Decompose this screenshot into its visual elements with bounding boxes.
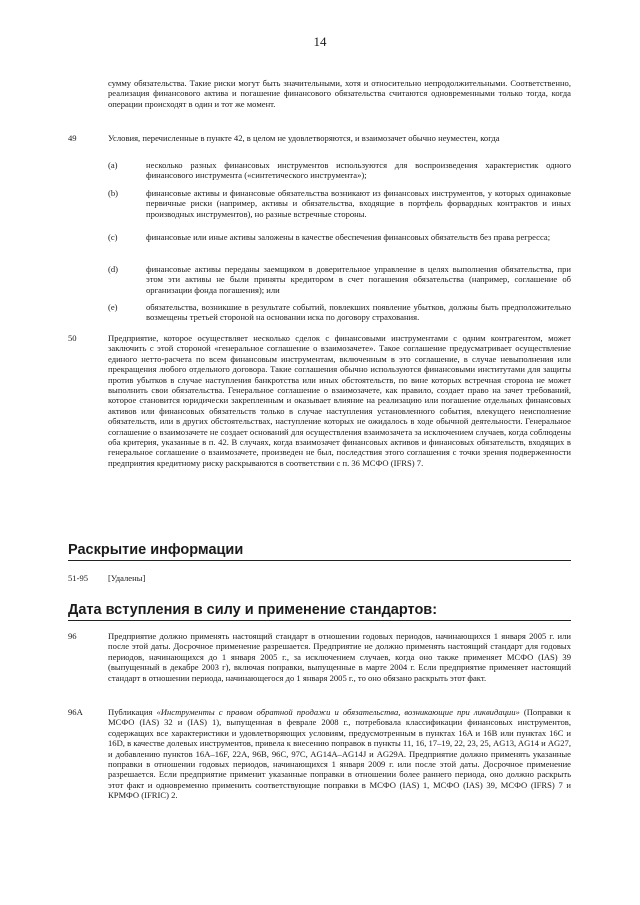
paragraph-48-continued: сумму обязательства. Такие риски могут быть значительными, хотя и относительно непродолжительными. Соответственно, реализация финансового актива и погашение финансового обязательства считаются одновременными только тогда, когда операции происходят в один и тот же момент. xyxy=(108,78,571,109)
paragraph-96a-body: (Поправки к МСФО (IAS) 32 и (IAS) 1), выпущенная в феврале 2008 г., потребовала классификации финансовых инструментов, содержащих все характеристики и удовлетворяющих условиям, предусмотренным в пунктах 16A и 16B или пунктах 16C и 16D, в качестве долевых инструментов, привела к внесению поправок в пункты 11, 16, 17–19, 22, 23, 25, AG13, AG14 и AG27, и добавлению пунктов 16A–16F, 22A, 96B, 96C, 97C, AG14A–AG14J и AG29A. Предприятие должно применять указанные поправки в отношении годовых периодов, начинающихся 1 января 2009 г. или после этой даты. Досрочное применение разрешается. Если предприятие применит указанные поправки в отношении более раннего периода, оно должно раскрыть этот факт и одновременно применить соответствующие поправки в МСФО (IAS) 1, МСФО (IAS) 39, МСФО (IFRS) 7 и КРМФО (IFRIC) 2. xyxy=(108,707,571,801)
item-a-letter: (a) xyxy=(108,160,118,170)
paragraph-51-95-text: [Удалены] xyxy=(108,573,146,583)
section-heading-effective-date: Дата вступления в силу и применение стандартов: xyxy=(68,602,571,621)
item-e-letter: (e) xyxy=(108,302,118,312)
paragraph-number-49: 49 xyxy=(68,133,77,143)
paragraph-50-text: Предприятие, которое осуществляет несколько сделок с финансовыми инструментами с одним контрагентом, может заключить с этой стороной «генеральное соглашение о взаимозачете». Такое соглашение предусматривает осуществление единого нетто-расчета по всем финансовым инструментам, включенным в это соглашение, в случае невыполнения или прекращения любого отдельного договора. Такие соглашения обычно используются финансовыми институтами для защиты против убытков в случае наступления банкротства или иных обстоятельств, по вине которых встречная сторона не может выполнить свои обязательства. Генеральное соглашение о взаимозачете, как правило, создает право на зачет требований, которое становится юридически закрепленным и оказывает влияние на реализацию или погашение отдельных финансовых активов или финансовых обязательств только в случае наступления установленного события, влекущего неисполнение обязательств, или в других обстоятельствах, наступление которых не ожидалось в ходе обычной деятельности. Генеральное соглашение о взаимозачете не создает оснований для осуществления взаимозачета за исключением случаев, когда соблюдены оба критерия, указанные в п. 42. В случаях, когда взаимозачет финансовых активов и финансовых обязательств, входящих в генеральное соглашение о взаимозачете, произведен не был, последствия этого соглашения с точки зрения подверженности предприятия кредитному риску раскрываются в соответствии с п. 36 МСФО (IFRS) 7. xyxy=(108,333,571,468)
paragraph-number-96a: 96A xyxy=(68,707,83,717)
paragraph-96a-title: «Инструменты с правом обратной продажи и обязательства, возникающие при ликвидации» xyxy=(156,707,520,717)
item-e-text: обязательства, возникшие в результате событий, повлекших появление убытков, должны быть предположительно возмещены третьей стороной на основании иска по договору страхования. xyxy=(146,302,571,323)
paragraph-number-51-95: 51-95 xyxy=(68,573,89,583)
item-d-text: финансовые активы переданы заемщиком в доверительное управление в целях выполнения обязательства, при этом эти активы не были приняты кредитором в счет погашения обязательства (например, соглашение об организации фонда погашения); или xyxy=(146,264,571,295)
item-c-text: финансовые или иные активы заложены в качестве обеспечения финансовых обязательств без права регресса; xyxy=(146,232,551,242)
item-d-letter: (d) xyxy=(108,264,119,274)
item-b-text: финансовые активы и финансовые обязательства возникают из финансовых инструментов, у которых одинаковые первичные риски (например, активы и обязательства, входящие в портфель форвардных контрактов и иных производных инструментов), но разные встречные стороны. xyxy=(146,188,571,219)
paragraph-96a-lead: Публикация xyxy=(108,707,157,717)
paragraph-number-96: 96 xyxy=(68,631,77,641)
paragraph-96a-text xyxy=(108,707,571,801)
page-number: 14 xyxy=(313,34,327,49)
item-b-letter: (b) xyxy=(108,188,119,198)
item-c-letter: (c) xyxy=(108,232,118,242)
paragraph-number-50: 50 xyxy=(68,333,77,343)
section-heading-disclosure: Раскрытие информации xyxy=(68,542,571,561)
item-a-text: несколько разных финансовых инструментов используются для воспроизведения характеристик одного финансового инструмента («синтетического инструмента»); xyxy=(146,160,571,181)
paragraph-49-intro: Условия, перечисленные в пункте 42, в целом не удовлетворяются, и взаимозачет обычно неуместен, когда xyxy=(108,133,500,143)
paragraph-96-text: Предприятие должно применять настоящий стандарт в отношении годовых периодов, начинающихся 1 января 2005 г. или после этой даты. Досрочное применение разрешается. Предприятие не должно применять настоящий стандарт для годовых периодов, начинающихся до 1 января 2005 г., за исключением случаев, когда оно также применяет МСФО (IAS) 39 (выпущенный в декабре 2003 г), включая поправки, выпущенные в марте 2004 г. Если предприятие применяет настоящий стандарт в отношении периода, начинающегося до 1 января 2005 г., то оно обязано раскрыть этот факт. xyxy=(108,631,571,683)
